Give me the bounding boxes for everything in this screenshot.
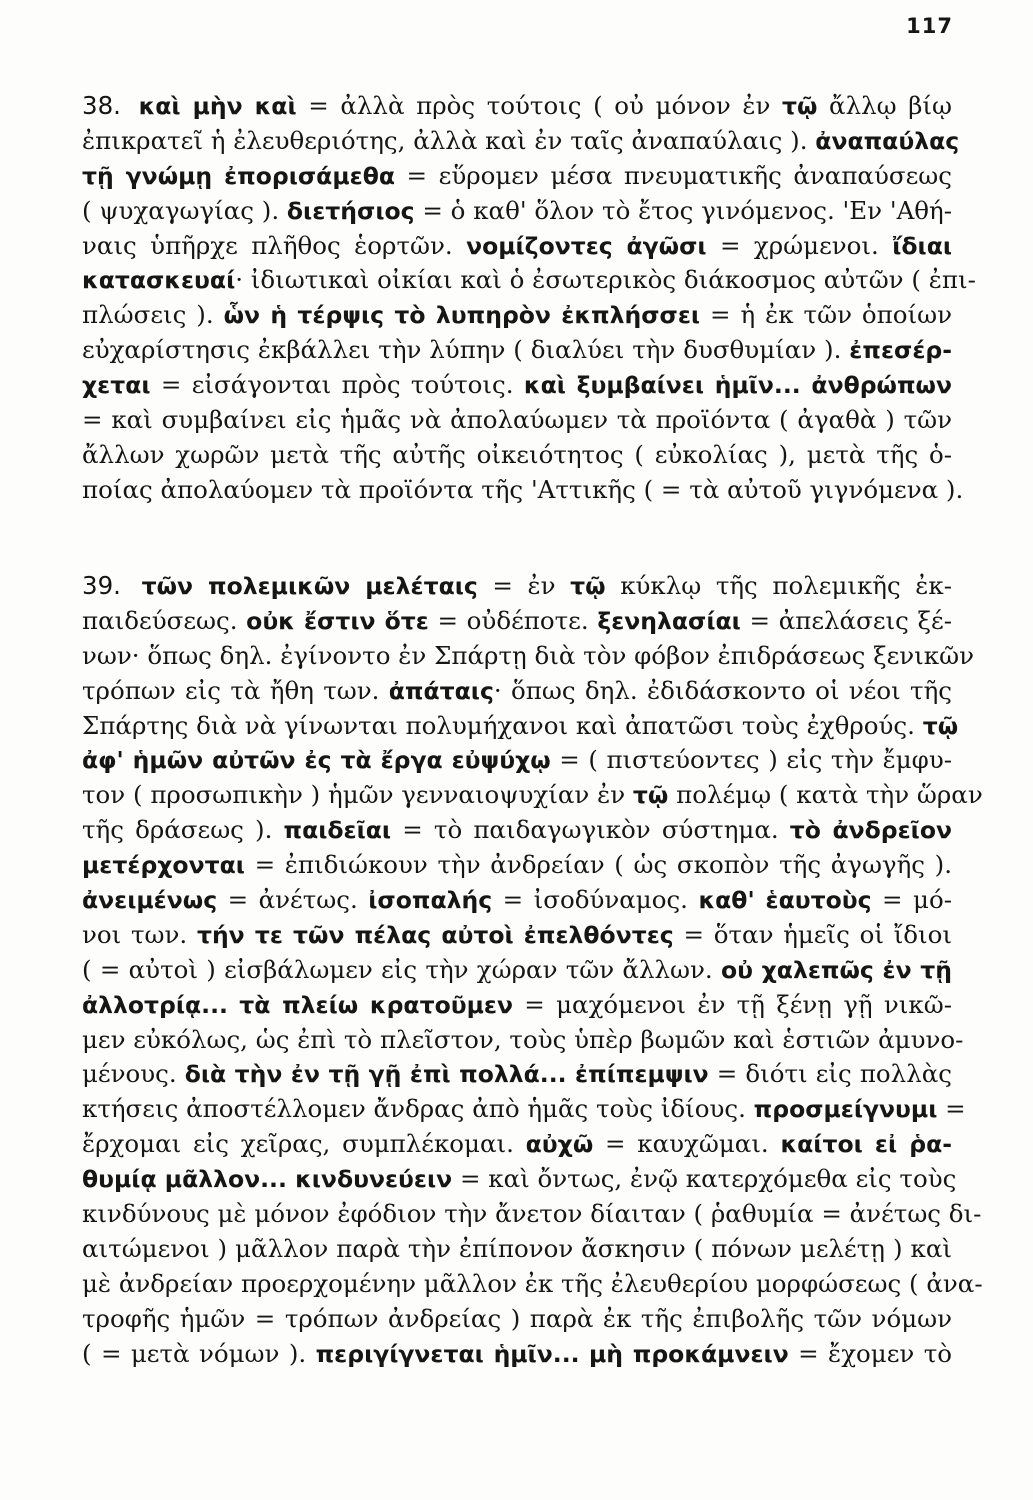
text-line: ἀφ' ἡμῶν αὐτῶν ἐς τὰ ἔργα εὐψύχῳ = ( πιστεύοντες ) εἰς τὴν ἔμφυ- [82, 745, 952, 775]
text-line: κινδύνους μὲ μόνον ἐφόδιον τὴν ἄνετον δίαιταν ( ῥαθυμία = ἀνέτως δι- [82, 1199, 982, 1229]
paragraph-number: 38. [82, 91, 121, 120]
text-line: Σπάρτης διὰ νὰ γίνωνται πολυμήχανοι καὶ ἀπατῶσι τοὺς ἐχθρούς. τῷ [82, 710, 959, 740]
text-line: τῇ γνώμῃ ἐπορισάμεθα = εὕρομεν μέσα πνευματικῆς ἀναπαύσεως [82, 160, 952, 190]
text-line: μὲ ἀνδρείαν προερχομένην μᾶλλον ἐκ τῆς ἐλευθερίου μορφώσεως ( ἀνα- [82, 1268, 983, 1298]
page-number: 117 [906, 14, 953, 38]
text-line: τρόπων εἰς τὰ ἤθη των. ἀπάταις· ὅπως δηλ. ἐδιδάσκοντο οἱ νέοι τῆς [82, 675, 952, 705]
text-line: ( = αὐτοὶ ) εἰσβάλωμεν εἰς τὴν χώραν τῶν ἄλλων. οὐ χαλεπῶς ἐν τῇ [82, 954, 952, 984]
text-line: εὐχαρίστησις ἐκβάλλει τὴν λύπην ( διαλύει τὴν δυσθυμίαν ). ἐπεσέρ- [82, 335, 952, 365]
text-line: παιδεύσεως. οὐκ ἔστιν ὅτε = οὐδέποτε. ξενηλασίαι = ἀπελάσεις ξέ- [82, 605, 952, 635]
text-line: μένους. διὰ τὴν ἐν τῇ γῇ ἐπὶ πολλά... ἐπίπεμψιν = διότι εἰς πολλὰς [82, 1059, 952, 1089]
text-line: ἔρχομαι εἰς χεῖρας, συμπλέκομαι. αὐχῶ = καυχῶμαι. καίτοι εἰ ῥα- [82, 1129, 953, 1159]
text-line: μεν εὐκόλως, ὡς ἐπὶ τὸ πλεῖστον, τοὺς ὑπὲρ βωμῶν καὶ ἑστιῶν ἀμυνο- [82, 1024, 964, 1054]
text-line: θυμίᾳ μᾶλλον... κινδυνεύειν = καὶ ὄντως, ἐνῷ κατερχόμεθα εἰς τοὺς [82, 1164, 957, 1194]
text-line: νων· ὅπως δηλ. ἐγίνοντο ἐν Σπάρτῃ διὰ τὸν φόβον ἐπιδράσεως ξενικῶν [82, 640, 974, 670]
text-line: ἀλλοτρίᾳ... τὰ πλείω κρατοῦμεν = μαχόμενοι ἐν τῇ ξένῃ γῇ νικῶ- [82, 989, 952, 1019]
text-line: πλώσεις ). ὧν ἡ τέρψις τὸ λυπηρὸν ἐκπλήσσει = ἡ ἐκ τῶν ὁποίων [82, 300, 952, 330]
text-line: ἀνειμένως = ἀνέτως. ἰσοπαλής = ἰσοδύναμος. καθ' ἑαυτοὺς = μό- [82, 885, 952, 915]
text-line: αιτώμενοι ) μᾶλλον παρὰ τὴν ἐπίπονον ἄσκησιν ( πόνων μελέτῃ ) καὶ [82, 1233, 952, 1263]
text-line: 38. καὶ μὴν καὶ = ἀλλὰ πρὸς τούτοις ( οὐ μόνον ἐν τῷ ἄλλῳ βίῳ [82, 91, 952, 120]
text-line: = καὶ συμβαίνει εἰς ἡμᾶς νὰ ἀπολαύωμεν τὰ προϊόντα ( ἀγαθὰ ) τῶν [82, 405, 952, 435]
paragraph-number: 39. [82, 571, 121, 600]
paragraph-39 [82, 569, 983, 1371]
text-line: χεται = εἰσάγονται πρὸς τούτοις. καὶ ξυμβαίνει ἡμῖν... ἀνθρώπων [82, 370, 952, 400]
text-line: νοι των. τήν τε τῶν πέλας αὐτοὶ ἐπελθόντες = ὅταν ἡμεῖς οἱ ἴδιοι [82, 919, 952, 949]
text-line: κτήσεις ἀποστέλλομεν ἄνδρας ἀπὸ ἡμᾶς τοὺς ἰδίους. προσμείγνυμι = [82, 1094, 966, 1124]
text-line: τροφῆς ἡμῶν = τρόπων ἀνδρείας ) παρὰ ἐκ τῆς ἐπιβολῆς τῶν νόμων [82, 1303, 952, 1333]
text-line: ἐπικρατεῖ ἡ ἐλευθεριότης, ἀλλὰ καὶ ἐν ταῖς ἀναπαύλαις ). ἀναπαύλας [82, 125, 960, 155]
text-line: 39. τῶν πολεμικῶν μελέταις = ἐν τῷ κύκλῳ τῆς πολεμικῆς ἐκ- [82, 571, 953, 600]
text-line: τον ( προσωπικὴν ) ἡμῶν γενναιοψυχίαν ἐν τῷ πολέμῳ ( κατὰ τὴν ὥραν [82, 780, 983, 810]
text-line: ἄλλων χωρῶν μετὰ τῆς αὐτῆς οἰκειότητος ( εὐκολίας ), μετὰ τῆς ὁ- [82, 439, 952, 469]
text-line: μετέρχονται = ἐπιδιώκουν τὴν ἀνδρείαν ( ὡς σκοπὸν τῆς ἀγωγῆς ). [82, 850, 952, 880]
text-line: ( = μετὰ νόμων ). περιγίγνεται ἡμῖν... μὴ προκάμνειν = ἔχομεν τὸ [82, 1338, 952, 1368]
text-line: τῆς δράσεως ). παιδεῖαι = τὸ παιδαγωγικὸν σύστημα. τὸ ἀνδρεῖον [82, 815, 952, 845]
text-line: κατασκευαί· ἰδιωτικαὶ οἰκίαι καὶ ὁ ἐσωτερικὸς διάκοσμος αὐτῶν ( ἐπι- [82, 265, 976, 295]
text-line: ( ψυχαγωγίας ). διετήσιος = ὁ καθ' ὅλον τὸ ἔτος γινόμενος. 'Εν 'Αθή- [82, 195, 952, 225]
text-line: ποίας ἀπολαύομεν τὰ προϊόντα τῆς 'Αττικῆς ( = τὰ αὐτοῦ γιγνόμενα ). [82, 474, 964, 504]
paragraph-38 [82, 89, 976, 508]
text-line: ναις ὑπῆρχε πλῆθος ἑορτῶν. νομίζοντες ἀγῶσι = χρώμενοι. ἴδιαι [82, 230, 952, 260]
